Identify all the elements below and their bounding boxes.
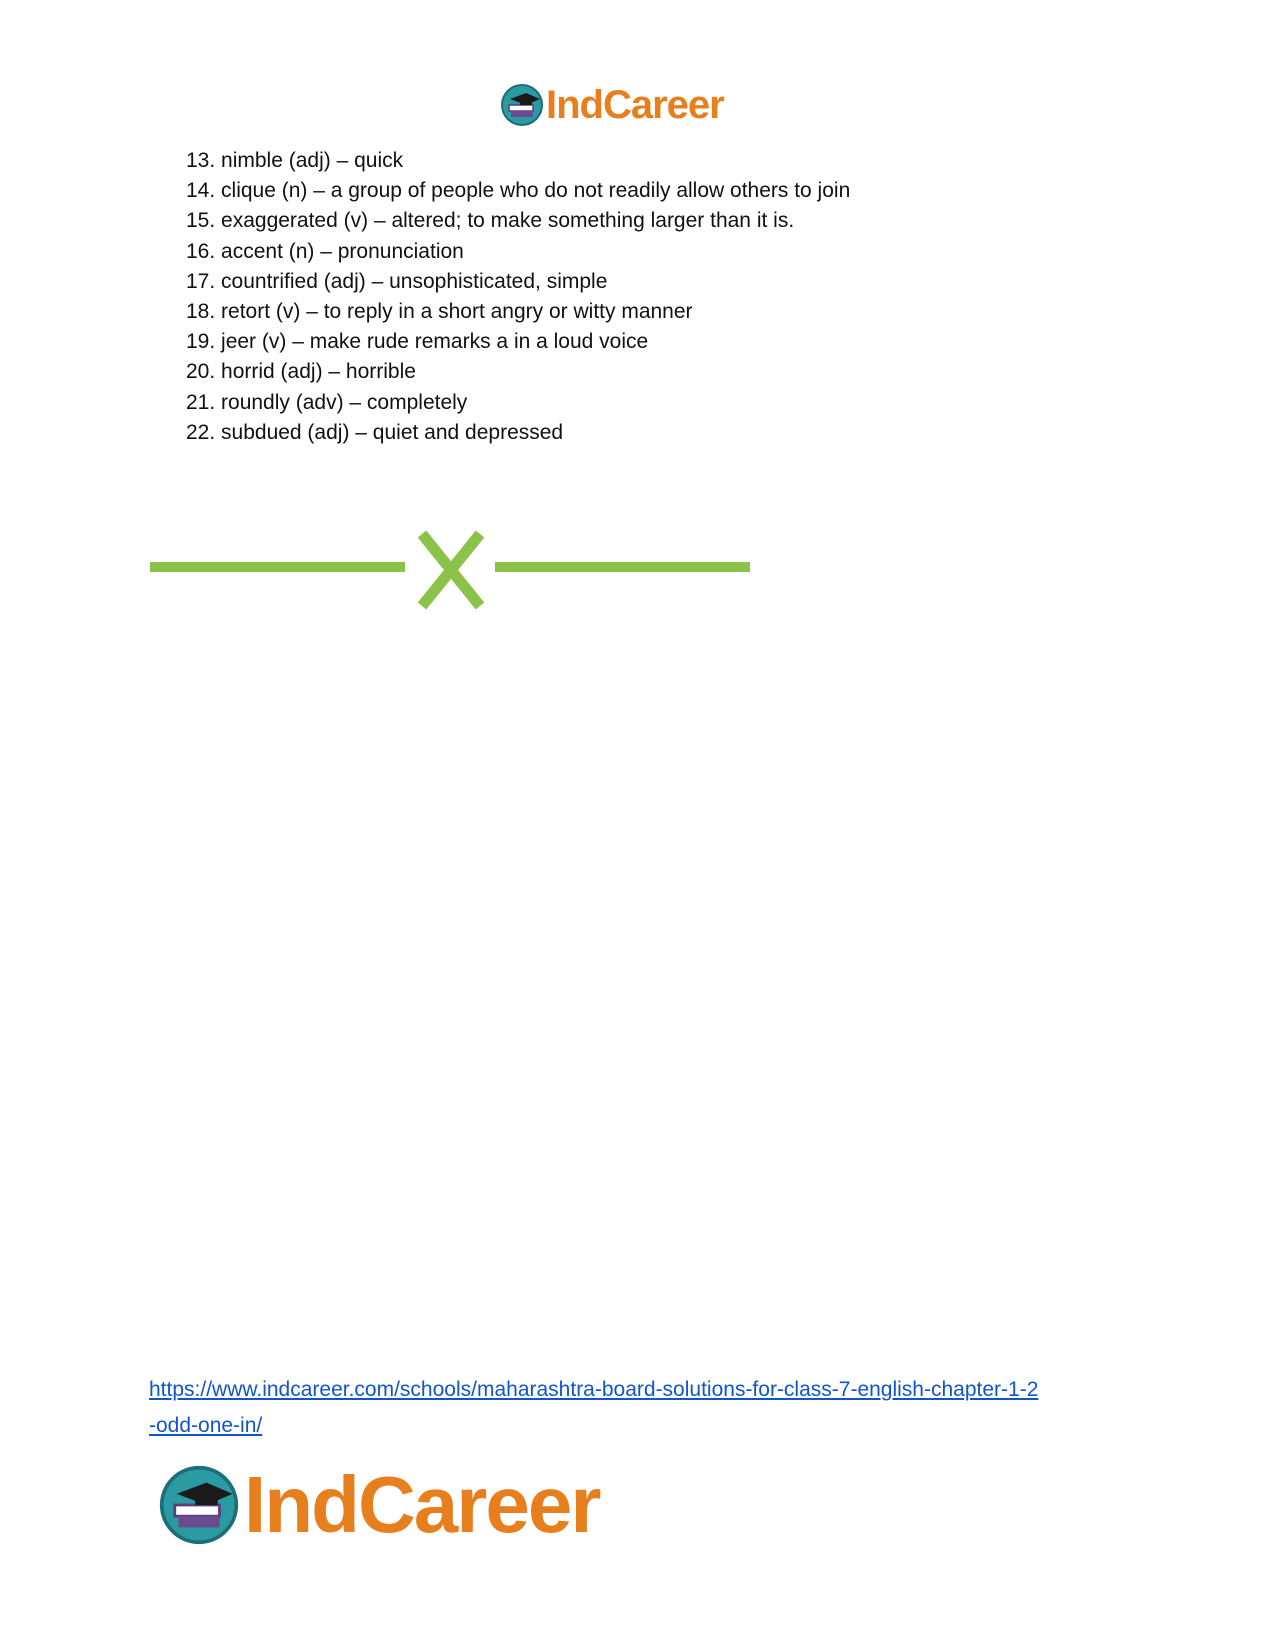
glossary-item: 20. horrid (adj) – horrible <box>186 360 416 384</box>
glossary-item: 21. roundly (adv) – completely <box>186 390 468 414</box>
graduation-book-icon <box>500 83 544 127</box>
glossary-item: 19. jeer (v) – make rude remarks a in a loud voice <box>186 330 649 354</box>
divider-line-right <box>495 562 750 572</box>
header-logo-text: IndCareer <box>546 83 724 127</box>
glossary-item: 17. countrified (adj) – unsophisticated, simple <box>186 269 608 293</box>
x-mark-icon <box>422 534 480 606</box>
glossary-list <box>186 146 850 448</box>
source-link-line-2: -odd-one-in/ <box>149 1414 263 1437</box>
graduation-book-icon <box>158 1464 240 1546</box>
footer-logo <box>158 1460 599 1550</box>
source-link-line-1: https://www.indcareer.com/schools/maharashtra-board-solutions-for-class-7-english-chapter-1-2 <box>149 1378 1039 1401</box>
footer-logo-text: IndCareer <box>244 1460 600 1549</box>
header-logo <box>500 80 724 130</box>
source-link[interactable] <box>149 1372 1139 1444</box>
glossary-item: 22. subdued (adj) – quiet and depressed <box>186 420 564 444</box>
glossary-item: 15. exaggerated (v) – altered; to make something larger than it is. <box>186 209 795 233</box>
section-divider <box>150 530 750 615</box>
glossary-item: 18. retort (v) – to reply in a short angry or witty manner <box>186 300 693 324</box>
divider-line-left <box>150 562 405 572</box>
glossary-item: 14. clique (n) – a group of people who do not readily allow others to join <box>186 179 851 203</box>
glossary-item: 16. accent (n) – pronunciation <box>186 239 464 263</box>
glossary-item: 13. nimble (adj) – quick <box>186 149 404 172</box>
